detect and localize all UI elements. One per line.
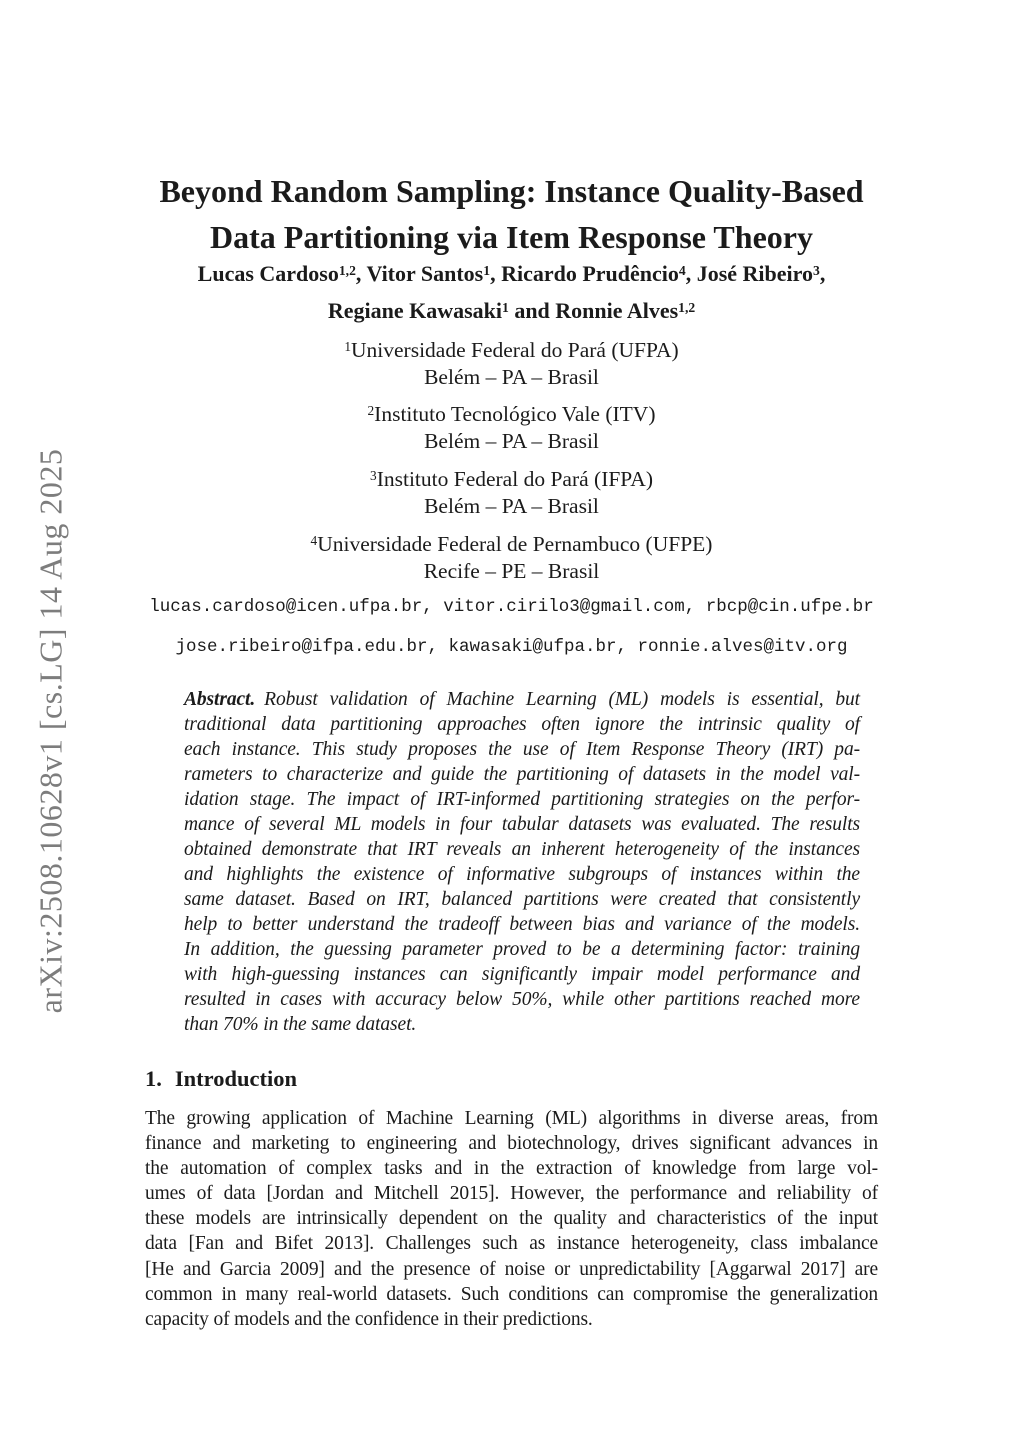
author-affiliation-ref: 1,2 bbox=[338, 262, 356, 278]
abstract-line: help to better understand the tradeoff between bias and variance of the models. bbox=[184, 914, 860, 935]
abstract-line: rameters to characterize and guide the partitioning of datasets in the model val- bbox=[184, 764, 860, 785]
author-line-2 bbox=[145, 294, 878, 331]
abstract-line: with high-guessing instances can significantly impair model performance and bbox=[184, 964, 860, 985]
author-name: Ricardo Prudêncio$^4$, bbox=[501, 261, 697, 286]
body-line: finance and marketing to engineering and biotechnology, drives significant advances in bbox=[145, 1133, 878, 1155]
author-name: Ronnie Alves$^{1,2}$ bbox=[555, 298, 696, 323]
paper-title bbox=[145, 168, 878, 260]
affiliation-number: 2 bbox=[367, 403, 375, 419]
affiliation-number: 1 bbox=[344, 339, 352, 355]
abstract-line: each instance. This study proposes the use of Item Response Theory (IRT) pa- bbox=[184, 739, 860, 760]
introduction-paragraph bbox=[145, 1106, 878, 1332]
affiliation-institution: $^2$Instituto Tecnológico Vale (ITV) bbox=[367, 402, 656, 426]
affiliation-location: Belém – PA – Brasil bbox=[424, 494, 599, 518]
affiliation-1 bbox=[145, 338, 878, 390]
affiliation-number: 3 bbox=[370, 468, 377, 484]
affiliation-3 bbox=[145, 467, 878, 519]
abstract-line: In addition, the guessing parameter proved to be a determining factor: training bbox=[184, 939, 860, 960]
abstract-line: Abstract. Robust validation of Machine Learning (ML) models is essential, but bbox=[184, 689, 860, 710]
body-line: data [Fan and Bifet 2013]. Challenges such as instance heterogeneity, class imbalance bbox=[145, 1233, 878, 1255]
section-number: 1. bbox=[145, 1066, 162, 1091]
abstract bbox=[184, 687, 860, 1037]
affiliation-location: Belém – PA – Brasil bbox=[424, 365, 599, 389]
affiliation-number: 4 bbox=[310, 533, 318, 549]
author-affiliation-ref: 1 bbox=[483, 262, 491, 278]
section-title: Introduction bbox=[174, 1066, 297, 1091]
affiliation-institution: $^4$Universidade Federal de Pernambuco (UFPE) bbox=[310, 532, 713, 556]
affiliation-institution: $^3$Instituto Federal do Pará (IFPA) bbox=[370, 467, 653, 491]
email-line-1: lucas.cardoso@icen.ufpa.br, vitor.cirilo3@gmail.com, rbcp@cin.ufpe.br bbox=[149, 597, 874, 617]
paper-title-line-2: Data Partitioning via Item Response Theory bbox=[210, 219, 813, 255]
author-name: Lucas Cardoso$^{1,2}$, bbox=[197, 261, 367, 286]
body-line: the automation of complex tasks and in the extraction of knowledge from large vol- bbox=[145, 1158, 878, 1180]
abstract-line: traditional data partitioning approaches often ignore the intrinsic quality of bbox=[184, 714, 860, 735]
abstract-line: same dataset. Based on IRT, balanced partitions were created that consistently bbox=[184, 889, 860, 910]
affiliation-4 bbox=[145, 532, 878, 584]
body-line: The growing application of Machine Learning (ML) algorithms in diverse areas, from bbox=[145, 1108, 878, 1129]
affiliation-institution: $^1$Universidade Federal do Pará (UFPA) bbox=[344, 338, 679, 362]
author-name: José Ribeiro$^3$, bbox=[696, 261, 826, 286]
arxiv-watermark: arXiv:2508.10628v1 [cs.LG] 14 Aug 2025 bbox=[32, 448, 69, 1014]
affiliation-location: Recife – PE – Brasil bbox=[423, 559, 600, 583]
abstract-line: resulted in cases with accuracy below 50%, while other partitions reached more bbox=[184, 989, 860, 1010]
author-name: Regiane Kawasaki$^1$ and bbox=[327, 298, 556, 323]
author-affiliation-ref: 4 bbox=[678, 262, 686, 278]
section-heading-introduction bbox=[145, 1064, 878, 1094]
abstract-line: obtained demonstrate that IRT reveals an inherent heterogeneity of the instances bbox=[184, 839, 860, 860]
paper-title-line-1: Beyond Random Sampling: Instance Quality-Based bbox=[159, 173, 864, 209]
body-line: these models are intrinsically dependent on the quality and characteristics of the input bbox=[145, 1208, 878, 1230]
body-line: [He and Garcia 2009] and the presence of noise or unpredictability [Aggarwal 2017] are bbox=[145, 1258, 878, 1280]
abstract-line: idation stage. The impact of IRT-informed partitioning strategies on the perfor- bbox=[184, 789, 860, 810]
abstract-line: and highlights the existence of informative subgroups of instances within the bbox=[184, 864, 860, 885]
abstract-label: Abstract. bbox=[184, 689, 256, 710]
abstract-line: mance of several ML models in four tabular datasets was evaluated. The results bbox=[184, 814, 860, 835]
author-name: Vitor Santos$^1$, bbox=[366, 261, 502, 286]
email-line-2: jose.ribeiro@ifpa.edu.br, kawasaki@ufpa.br, ronnie.alves@itv.org bbox=[175, 637, 848, 657]
abstract-line: than 70% in the same dataset. bbox=[184, 1014, 417, 1035]
author-list bbox=[145, 257, 878, 331]
affiliation-2 bbox=[145, 402, 878, 454]
author-affiliation-ref: 3 bbox=[813, 262, 820, 278]
affiliation-location: Belém – PA – Brasil bbox=[424, 429, 599, 453]
author-affiliation-ref: 1,2 bbox=[678, 299, 696, 315]
body-line: capacity of models and the confidence in their predictions. bbox=[145, 1308, 593, 1330]
author-affiliation-ref: 1 bbox=[502, 299, 509, 315]
body-line: common in many real-world datasets. Such conditions can compromise the generalization bbox=[145, 1283, 878, 1305]
body-line: umes of data [Jordan and Mitchell 2015]. However, the performance and reliability of bbox=[145, 1183, 878, 1205]
author-line-1 bbox=[145, 257, 878, 294]
